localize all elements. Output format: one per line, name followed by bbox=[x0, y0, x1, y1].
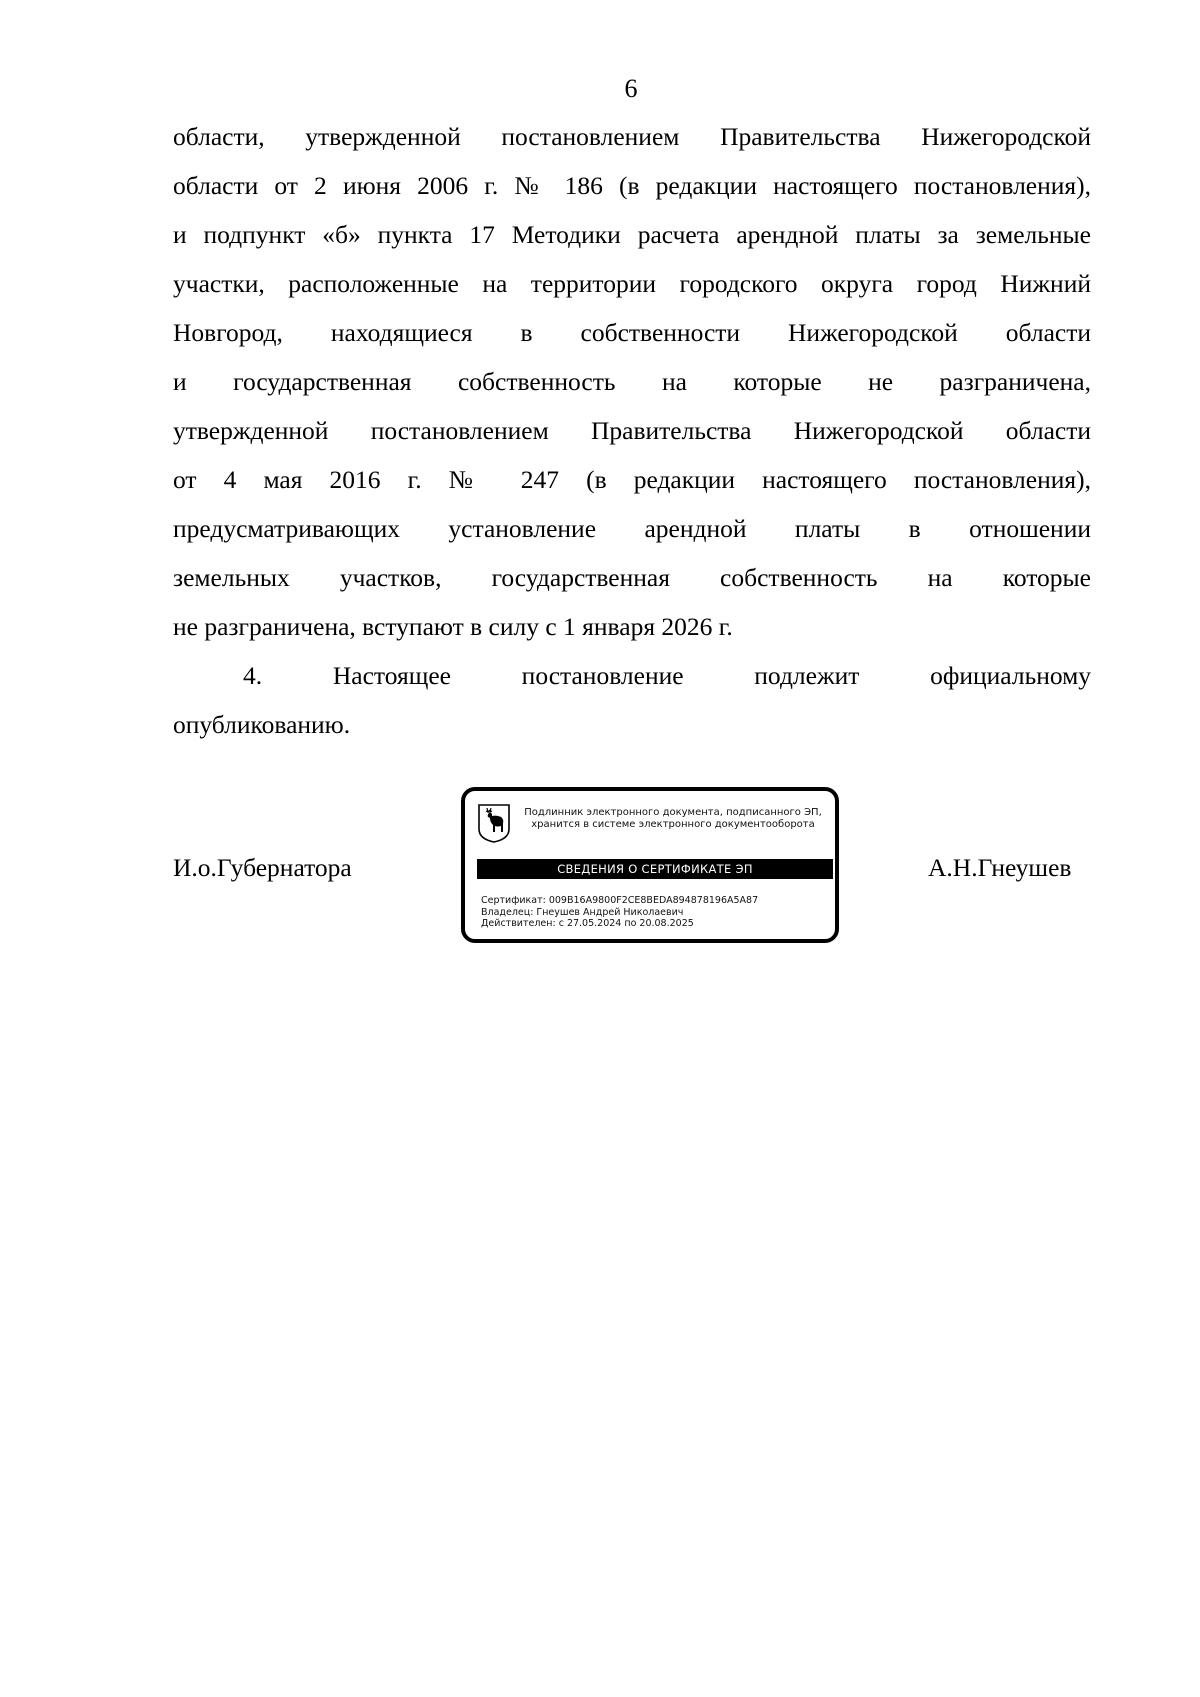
text-line: не разграничена, вступают в силу с 1 января 2026 г. bbox=[173, 612, 733, 641]
stamp-header bbox=[513, 807, 833, 831]
text-line: утвержденной постановлением Правительства Нижегородской области bbox=[173, 416, 1091, 445]
text-line: и государственная собственность на которые не разграничена, bbox=[173, 367, 1091, 396]
text-line: Новгород, находящиеся в собственности Нижегородской области bbox=[173, 318, 1091, 347]
paragraph-item-4 bbox=[173, 651, 1091, 749]
text-line: области, утвержденной постановлением Правительства Нижегородской bbox=[173, 122, 1091, 151]
text-line: участки, расположенные на территории городского округа город Нижний bbox=[173, 269, 1091, 298]
certificate-owner: Владелец: Гнеушев Андрей Николаевич bbox=[481, 906, 684, 918]
document-body bbox=[173, 112, 1091, 749]
stamp-header-line: Подлинник электронного документа, подписанного ЭП, bbox=[524, 807, 822, 818]
text-line: предусматривающих установление арендной платы в отношении bbox=[173, 514, 1091, 543]
electronic-signature-stamp bbox=[461, 787, 839, 943]
text-line: опубликованию. bbox=[173, 710, 351, 739]
text-line: и подпункт «б» пункта 17 Методики расчета арендной платы за земельные bbox=[173, 220, 1091, 249]
text-line: земельных участков, государственная собственность на которые bbox=[173, 563, 1091, 592]
text-line: от 4 мая 2016 г. № 247 (в редакции настоящего постановления), bbox=[173, 465, 1091, 494]
stamp-title-bar: СВЕДЕНИЯ О СЕРТИФИКАТЕ ЭП bbox=[477, 859, 833, 879]
signatory-name: А.Н.Гнеушев bbox=[928, 853, 1072, 882]
signatory-position: И.о.Губернатора bbox=[173, 853, 352, 882]
certificate-details bbox=[481, 895, 758, 930]
text-line: области от 2 июня 2006 г. № 186 (в редакции настоящего постановления), bbox=[173, 171, 1091, 200]
paragraph-continuation bbox=[173, 112, 1091, 651]
deer-coat-of-arms-icon bbox=[477, 803, 511, 843]
stamp-header-line: хранится в системе электронного документооборота bbox=[531, 819, 815, 830]
certificate-validity: Действителен: с 27.05.2024 по 20.08.2025 bbox=[481, 918, 694, 929]
page-number: 6 bbox=[624, 74, 638, 103]
certificate-number: Сертификат: 009B16A9800F2CE8BEDA894878196A5A87 bbox=[481, 895, 759, 906]
text-line: 4. Настоящее постановление подлежит официальному bbox=[243, 661, 1091, 690]
